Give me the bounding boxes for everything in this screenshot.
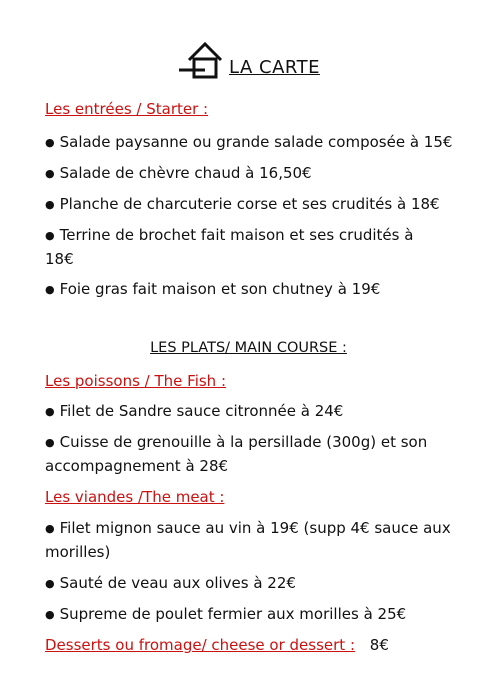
fish-item-2: ● Cuisse de grenouille à la persillade (300g) et son accompagnement à 28€ <box>45 431 440 477</box>
meat-item-2: ● Sauté de veau aux olives à 22€ <box>45 572 455 596</box>
starters-heading: Les entrées / Starter : <box>45 100 209 118</box>
starter-item-1: ● Salade paysanne ou grande salade composée à 15€ <box>45 131 455 155</box>
house-icon <box>177 40 227 80</box>
desserts-price: 8€ <box>369 636 389 654</box>
title-row <box>0 40 497 80</box>
starter-item-2: ● Salade de chèvre chaud à 16,50€ <box>45 162 455 186</box>
meat-item-3: ● Supreme de poulet fermier aux morilles à 25€ <box>45 603 455 627</box>
main-course-heading: LES PLATS/ MAIN COURSE : <box>150 340 347 356</box>
desserts-row <box>45 634 455 656</box>
meat-heading: Les viandes /The meat : <box>45 488 225 506</box>
fish-heading: Les poissons / The Fish : <box>45 372 227 390</box>
starter-item-4: ● Terrine de brochet fait maison et ses crudités à 18€ <box>45 224 440 270</box>
page-title: LA CARTE <box>229 57 320 78</box>
starter-item-5: ● Foie gras fait maison et son chutney à 19€ <box>45 278 455 302</box>
fish-item-1: ● Filet de Sandre sauce citronnée à 24€ <box>45 400 455 424</box>
desserts-heading: Desserts ou fromage/ cheese or dessert : <box>45 636 356 654</box>
meat-item-1: ● Filet mignon sauce au vin à 19€ (supp 4€ sauce aux morilles) <box>45 517 455 563</box>
starter-item-3: ● Planche de charcuterie corse et ses crudités à 18€ <box>45 193 455 217</box>
